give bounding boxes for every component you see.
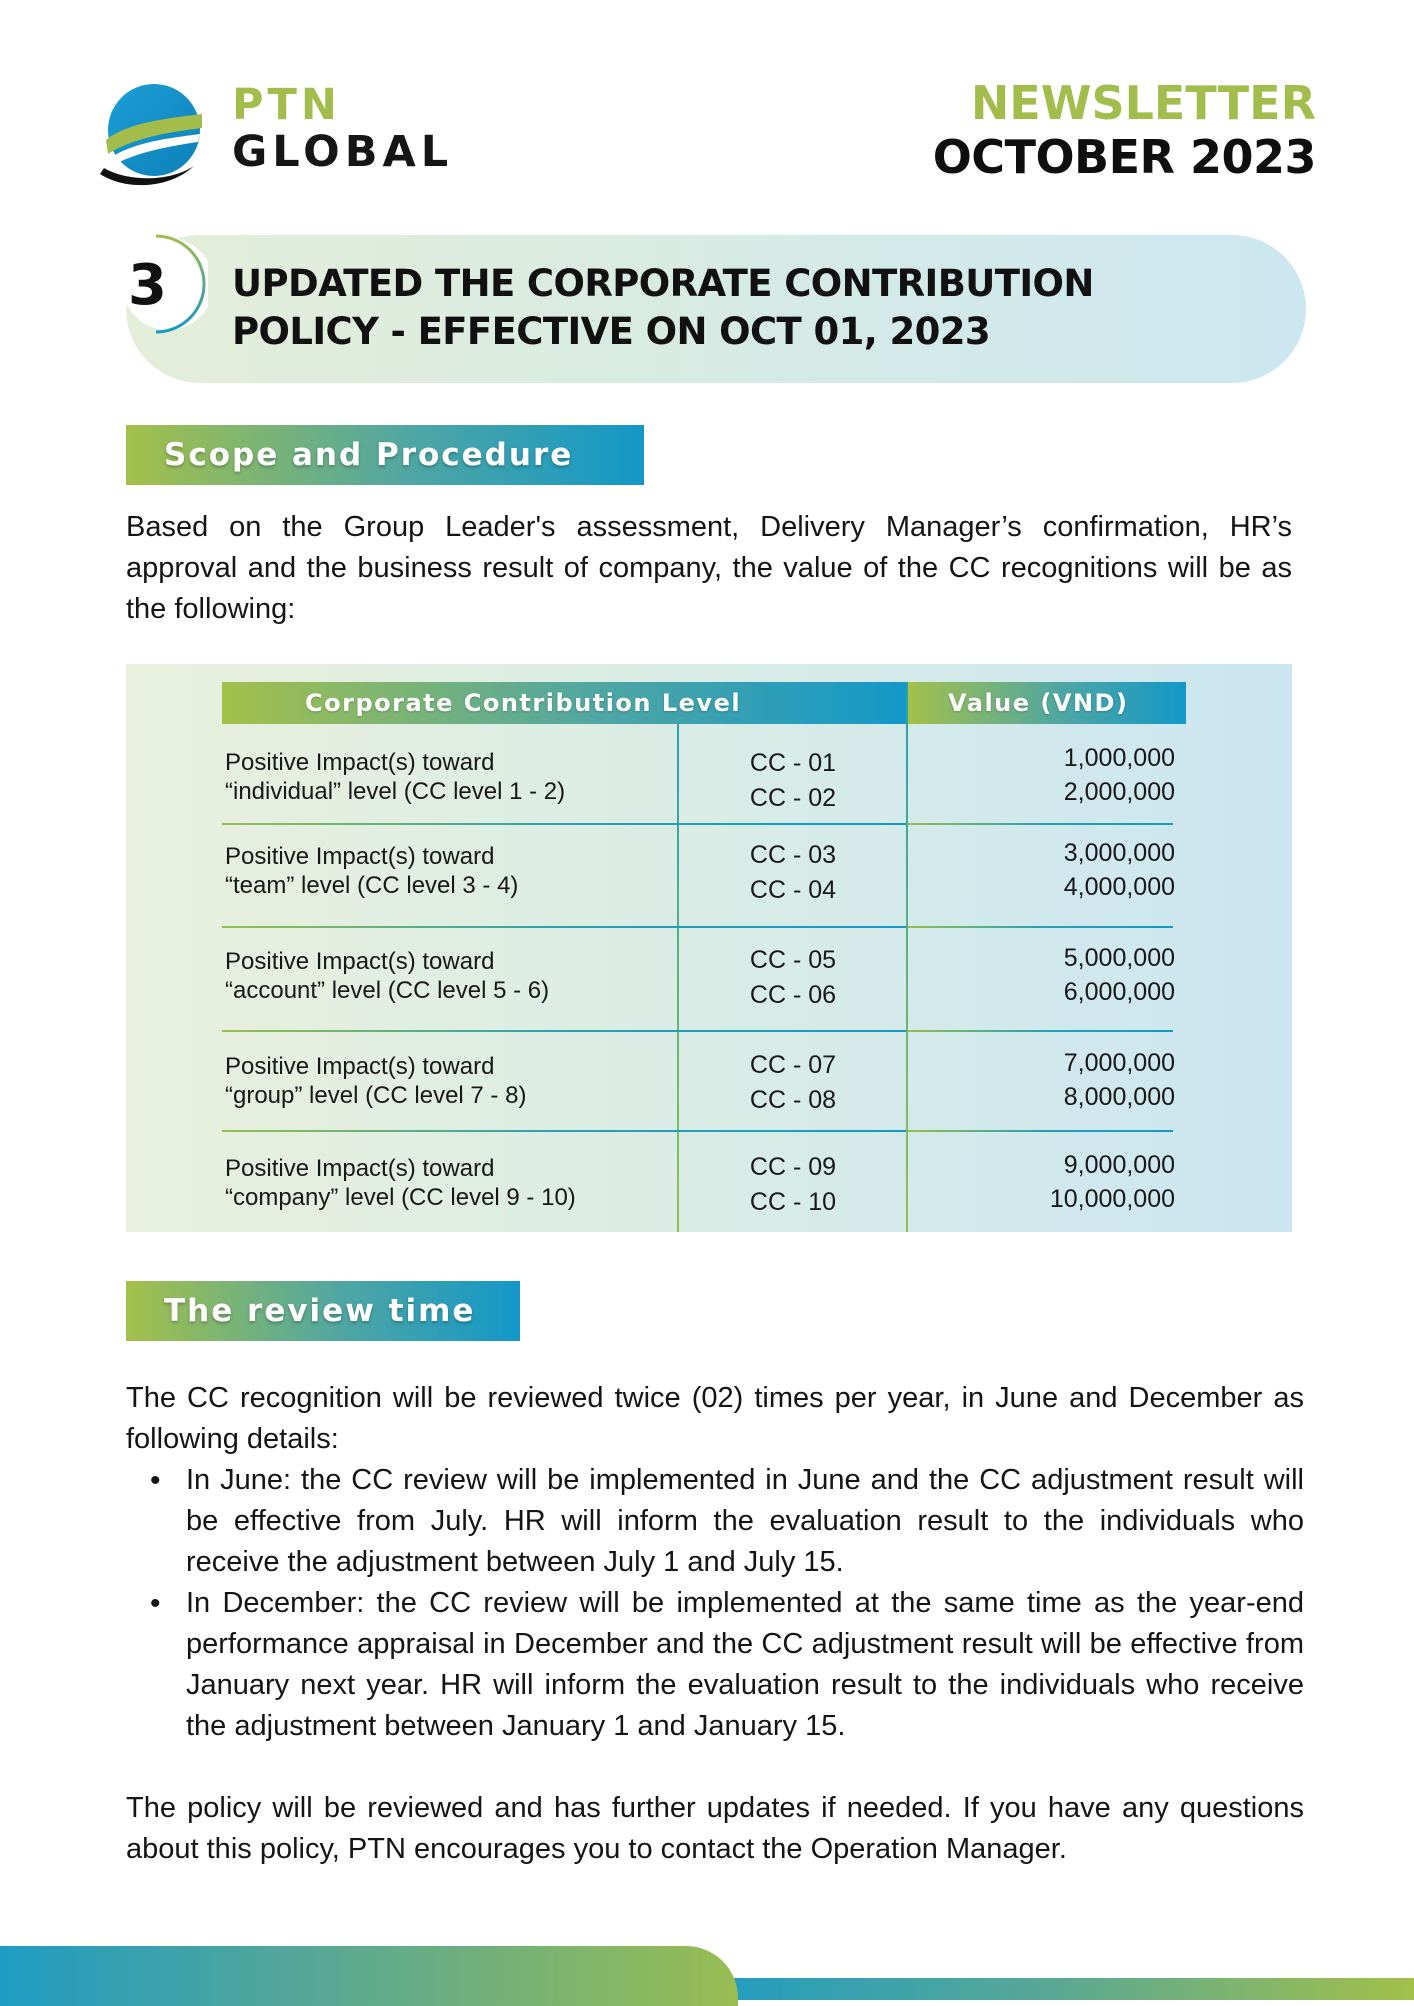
table-row-desc (225, 1154, 665, 1212)
row-divider (222, 926, 906, 928)
row-divider (908, 1030, 1173, 1032)
table-row-desc (225, 1052, 665, 1110)
row-code-1: CC - 05 (749, 946, 837, 974)
row-desc-line1: Positive Impact(s) toward (225, 948, 495, 975)
section-title-line2: POLICY - EFFECTIVE ON OCT 01, 2023 (232, 310, 991, 353)
row-code-2: CC - 04 (749, 876, 837, 904)
row-code-2: CC - 06 (749, 981, 837, 1009)
review-bullet-june: • In June: the CC review will be implemented in June and the CC adjustment result will be effective from July. HR will inform the evaluation result to the individuals who receive the adjustment between July 1 and July 15. (126, 1460, 1304, 1583)
row-desc-line1: Positive Impact(s) toward (225, 843, 495, 870)
row-value-1: 5,000,000 (1063, 944, 1175, 972)
row-divider (908, 926, 1173, 928)
row-value-1: 7,000,000 (1063, 1049, 1175, 1077)
row-code-2: CC - 10 (749, 1188, 837, 1216)
table-divider-code (677, 724, 679, 1232)
table-row-desc (225, 842, 665, 900)
row-value-1: 3,000,000 (1063, 839, 1175, 867)
row-value-2: 8,000,000 (1063, 1083, 1175, 1111)
review-bullet-list (126, 1460, 1304, 1747)
row-value-2: 2,000,000 (1063, 778, 1175, 806)
scope-intro: Based on the Group Leader's assessment, Delivery Manager’s confirmation, HR’s approval and the business result of company, the value of the CC recognitions will be as the following: (126, 511, 1292, 625)
row-code-2: CC - 08 (749, 1086, 837, 1114)
review-intro: The CC recognition will be reviewed twice (02) times per year, in June and December as following details: (126, 1382, 1304, 1455)
footer-band-left (0, 1946, 738, 2006)
section-title (232, 260, 1272, 356)
table-row-code (680, 1150, 906, 1220)
row-code-1: CC - 01 (749, 749, 837, 777)
brand-wordmark (232, 80, 454, 177)
review-bullet-december: • In December: the CC review will be implemented at the same time as the year-end performance appraisal in December and the CC adjustment result will be effective from January next year. HR will inform the evaluation result to the individuals who receive the adjustment between January 1 and January 15. (126, 1583, 1304, 1747)
row-desc-line1: Positive Impact(s) toward (225, 749, 495, 776)
table-row-desc (225, 748, 665, 806)
row-value-2: 6,000,000 (1063, 978, 1175, 1006)
table-row-code (680, 1048, 906, 1118)
row-desc-line2: “company” level (CC level 9 - 10) (225, 1184, 576, 1211)
brand-bottom: GLOBAL (232, 127, 454, 177)
row-desc-line2: “team” level (CC level 3 - 4) (225, 872, 519, 899)
table-row-code (680, 746, 906, 816)
table-row-value (910, 741, 1175, 809)
newsletter-kicker: NEWSLETTER (970, 76, 1316, 130)
newsletter-issue: OCTOBER 2023 (932, 130, 1316, 184)
row-code-1: CC - 03 (749, 841, 837, 869)
row-value-2: 10,000,000 (1049, 1185, 1175, 1213)
brand-top: PTN (232, 80, 341, 130)
newsletter-masthead (932, 76, 1316, 184)
table-row-desc (225, 947, 665, 1005)
row-value-1: 1,000,000 (1063, 744, 1175, 772)
row-code-1: CC - 07 (749, 1051, 837, 1079)
row-divider (908, 823, 1173, 825)
row-desc-line1: Positive Impact(s) toward (225, 1155, 495, 1182)
table-row-code (680, 838, 906, 908)
table-row-value (910, 941, 1175, 1009)
row-divider (222, 1130, 906, 1132)
table-row-value (910, 1148, 1175, 1216)
table-divider-value (906, 682, 908, 1232)
table-header-level: Corporate Contribution Level (305, 689, 742, 717)
row-desc-line2: “account” level (CC level 5 - 6) (225, 977, 550, 1004)
table-row-value (910, 1046, 1175, 1114)
row-divider (222, 1030, 906, 1032)
footer-band-right (700, 1978, 1414, 2000)
row-divider (222, 823, 906, 825)
row-value-1: 9,000,000 (1063, 1151, 1175, 1179)
review-label: The review time (126, 1281, 520, 1341)
section-number: 3 (128, 253, 167, 318)
table-row-code (680, 943, 906, 1013)
table-header-value: Value (VND) (948, 689, 1129, 717)
row-divider (908, 1130, 1173, 1132)
scope-label: Scope and Procedure (126, 425, 644, 485)
row-desc-line1: Positive Impact(s) toward (225, 1053, 495, 1080)
section-title-line1: UPDATED THE CORPORATE CONTRIBUTION (232, 262, 1094, 305)
review-closing: The policy will be reviewed and has further updates if needed. If you have any questions about this policy, PTN encourages you to contact the Operation Manager. (126, 1792, 1304, 1865)
table-row-value (910, 836, 1175, 904)
globe-logo-icon (98, 78, 208, 194)
row-code-1: CC - 09 (749, 1153, 837, 1181)
row-code-2: CC - 02 (749, 784, 837, 812)
row-desc-line2: “individual” level (CC level 1 - 2) (225, 778, 566, 805)
row-desc-line2: “group” level (CC level 7 - 8) (225, 1082, 527, 1109)
row-value-2: 4,000,000 (1063, 873, 1175, 901)
